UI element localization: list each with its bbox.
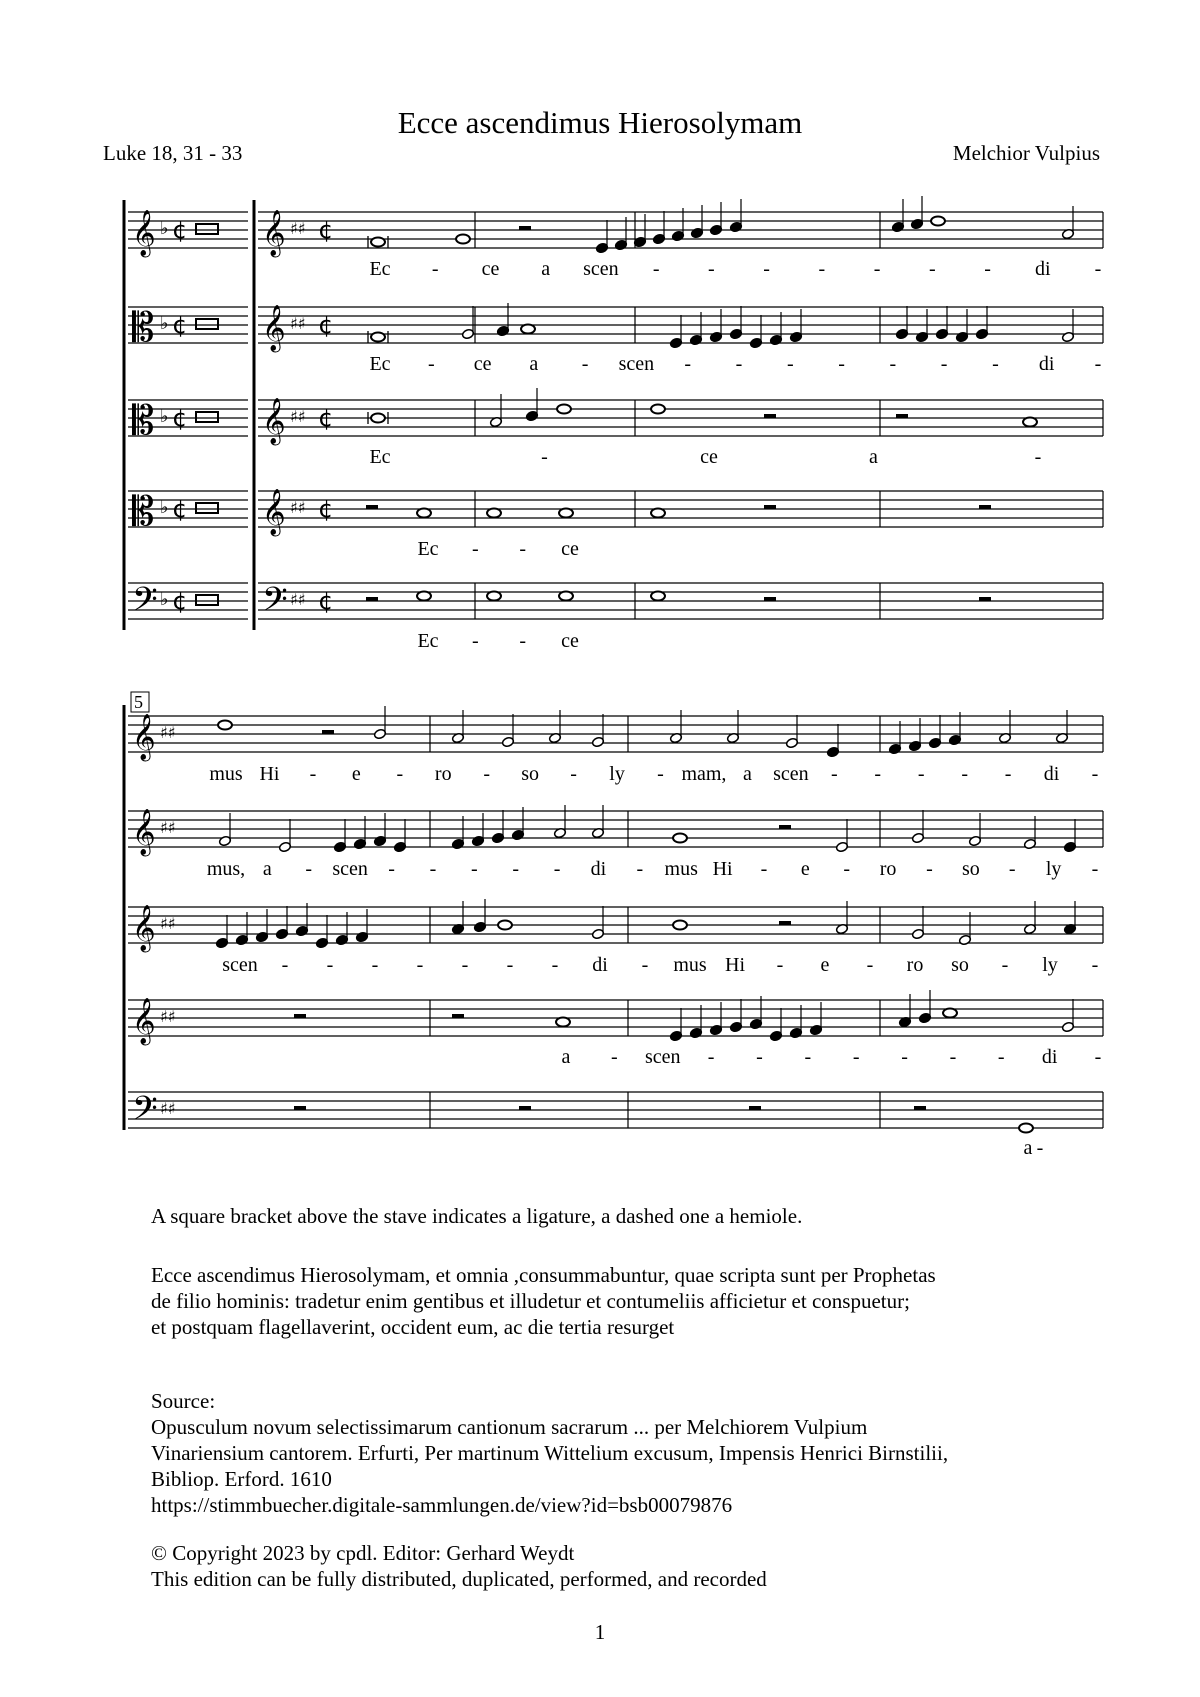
scripture-reference: Luke 18, 31 - 33 [103,141,243,165]
lyric-syllable: a [561,1046,571,1068]
clef-icon: 𝄞 [262,489,286,535]
rest [452,1014,464,1018]
source-line: Opusculum novum selectissimarum cantionum sacrarum ... per Melchiorem Vulpium [151,1415,868,1439]
rest [764,414,776,418]
lyric-syllable: - [641,954,649,976]
lyric-syllable: - [1004,763,1012,785]
lyric-syllable: - [818,258,826,280]
flat-icon: ♭ [160,497,169,518]
lyric-syllable: - [961,763,968,785]
rest [764,505,776,509]
lyric-syllable: - [760,858,768,880]
lyric-syllable: - [388,858,395,880]
breve-note [371,414,385,423]
lyric-syllable: - [1034,446,1042,468]
lyric-syllable: - [838,353,845,375]
lyric-syllable: - [707,1046,715,1068]
lyric-syllable: Hi [712,858,733,880]
cut-time-icon: ¢ [318,495,334,523]
lyric-syllable: scen [618,353,655,375]
lyric-syllable: mus, [206,858,246,880]
clef-icon: 𝄞 [132,714,156,760]
source-line: Bibliop. Erford. 1610 [151,1467,332,1491]
rest [764,597,776,601]
lyric-syllable: - [461,954,469,976]
latin-text [151,1262,936,1340]
lyric-syllable: - [1094,258,1102,280]
cut-time-icon: ¢ [318,587,334,615]
lyric-syllable: - [1091,954,1099,976]
lyric-syllable: - [776,954,784,976]
lyric-syllable: - [309,763,317,785]
latin-line: et postquam flagellaverint, occident eum, ac die tertia resurget [151,1315,675,1339]
lyric-syllable: - [512,858,520,880]
lyric-syllable: ly [1045,858,1062,880]
copyright-line: This edition can be fully distributed, duplicated, performed, and recorded [151,1567,767,1591]
flat-icon: ♭ [160,218,169,239]
lyric-syllable: - [281,954,289,976]
incipit-breve [196,595,218,605]
cut-time-icon: ¢ [172,311,188,339]
rest [779,921,791,925]
lyric-syllable: - [581,353,589,375]
rest [896,414,908,418]
lyric-syllable: scen [644,1046,681,1068]
lyric-syllable: - [551,954,559,976]
lyric-syllable: - [804,1046,812,1068]
lyric-syllable: - [874,763,882,785]
lyric-syllable: - [519,538,527,560]
whole-note [559,509,573,518]
whole-note [417,592,431,601]
lyric-syllable: so [961,858,980,880]
lyric-syllable: ce [481,258,500,280]
lyric-syllable: - [611,1046,618,1068]
sharp-icon: ♯♯ [160,1099,176,1118]
lyric-syllable: di [1038,353,1055,375]
source-line: Source: [151,1389,216,1413]
lyric-syllable: e [351,763,361,785]
whole-note [218,721,232,730]
lyric-syllable: scen [583,258,619,280]
lyric-syllable: ro [906,954,924,976]
lyric-syllable: mus [664,858,698,880]
clef-icon: 𝄞 [132,998,156,1044]
score-system-2 [124,692,1103,1159]
flat-icon: ♭ [160,589,169,610]
lyric-syllable: - [470,858,478,880]
whole-note [931,217,945,226]
lyric-syllable: - [735,353,743,375]
lyric-syllable: - [852,1046,860,1068]
latin-line: de filio hominis: tradetur enim gentibus et illudetur et contumeliis afficietur et conspuetur; [151,1289,910,1313]
rest [779,825,791,829]
lyric-syllable: - [1008,858,1016,880]
lyric-syllable: - [326,954,334,976]
whole-note [1019,1124,1033,1133]
rest [366,505,378,509]
lyric-syllable: scen [332,858,368,880]
lyric-syllable: - [431,258,439,280]
flat-icon: ♭ [160,406,169,427]
lyric-syllable: - [1094,1046,1102,1068]
lyric-syllable: ce [700,446,718,468]
whole-note [1023,418,1037,427]
lyric-syllable: a [869,446,878,468]
lyric-syllable: e [800,858,810,880]
lyric-syllable: scen [222,954,258,976]
breve-note [371,333,385,342]
cut-time-icon: ¢ [172,495,188,523]
breve-note [371,238,385,247]
lyric-syllable: so [521,763,540,785]
lyric-syllable: Ec [369,258,391,280]
lyric-syllable: a [742,763,752,785]
lyric-syllable: di [590,858,607,880]
lyric-syllable: - [889,353,897,375]
lyric-syllable: a [1023,1137,1033,1159]
whole-note [651,509,665,518]
lyric-syllable: ce [561,538,579,560]
lyric-syllable: ro [879,858,897,880]
rest [519,226,531,230]
lyric-syllable: - [992,353,999,375]
whole-note [456,235,470,244]
lyric-syllable: ce [473,353,492,375]
clef-icon: 𝄞 [262,210,286,256]
lyric-syllable: - [756,1046,763,1068]
lyric-syllable: - [396,763,404,785]
clef-icon: 𝄡 [132,489,155,535]
lyric-syllable: - [684,353,692,375]
whole-note [943,1009,957,1018]
clef-icon: 𝄢 [132,581,158,627]
sharp-icon: ♯♯ [290,590,306,609]
whole-note [556,1018,570,1027]
copyright-line: © Copyright 2023 by cpdl. Editor: Gerhard Weydt [151,1541,575,1565]
lyric-syllable: - [471,630,479,652]
lyric-syllable: a [541,258,551,280]
lyric-syllable: a [262,858,272,880]
clef-icon: 𝄞 [132,905,156,951]
cut-time-icon: ¢ [172,216,188,244]
lyric-syllable: - [652,258,660,280]
rest [294,1014,306,1018]
cut-time-icon: ¢ [318,311,334,339]
rest [322,730,334,734]
lyric-syllable: Hi [259,763,280,785]
lyric-syllable: - [636,858,644,880]
sharp-icon: ♯♯ [160,1007,176,1026]
whole-note [673,921,687,930]
latin-line: Ecce ascendimus Hierosolymam, et omnia ,consummabuntur, quae scripta sunt per Prophetas [151,1263,936,1287]
rest [749,1106,761,1110]
incipit-breve [196,224,218,234]
copyright-block [151,1540,767,1592]
incipit-breve [196,412,218,422]
lyric-syllable: - [1091,763,1099,785]
whole-note [651,405,665,414]
lyric-syllable: - [940,353,948,375]
whole-note [559,592,573,601]
lyric-syllable: di [592,954,608,976]
page-title: Ecce ascendimus Hierosolymam [397,105,803,140]
lyric-syllable: - [483,763,491,785]
lyric-syllable: di [1034,258,1051,280]
lyric-syllable: - [1091,858,1099,880]
lyric-syllable: ce [561,630,579,652]
lyric-syllable: - [786,353,794,375]
lyric-syllable: - [471,538,479,560]
sharp-icon: ♯♯ [290,219,306,238]
lyric-syllable: Ec [369,446,391,468]
clef-icon: 𝄢 [132,1090,158,1136]
cut-time-icon: ¢ [172,587,188,615]
rest [519,1106,531,1110]
lyric-syllable: - [427,353,435,375]
ligature-note: A square bracket above the stave indicates a ligature, a dashed one a hemiole. [151,1204,803,1228]
lyric-syllable: - [901,1046,908,1068]
incipit-breve [196,319,218,329]
lyric-syllable: - [416,954,424,976]
clef-icon: 𝄞 [132,210,156,256]
sharp-icon: ♯♯ [160,914,176,933]
flat-icon: ♭ [160,313,169,334]
measure-number: 5 [134,692,143,712]
whole-note [557,405,571,414]
cut-time-icon: ¢ [318,404,334,432]
lyric-syllable: ly [1042,954,1058,976]
lyric-syllable: - [830,763,838,785]
rest [979,505,991,509]
sharp-icon: ♯♯ [290,314,306,333]
lyric-syllable: - [984,258,991,280]
clef-icon: 𝄞 [262,305,286,351]
lyric-syllable: di [1041,1046,1058,1068]
lyric-syllable: - [866,954,874,976]
clef-icon: 𝄞 [132,809,156,855]
lyric-syllable: - [553,858,561,880]
sharp-icon: ♯♯ [160,818,176,837]
lyric-syllable: - [926,858,933,880]
lyric-syllable: so [951,954,969,976]
lyric-syllable: a [529,353,539,375]
lyric-syllable: - [708,258,715,280]
rest [366,597,378,601]
clef-icon: 𝄢 [262,581,288,627]
lyric-syllable: ly [609,763,625,785]
lyric-syllable: mam, [681,763,727,785]
whole-note [417,509,431,518]
lyric-syllable: Ec [369,353,391,375]
lyric-syllable: - [506,954,514,976]
whole-note [498,921,512,930]
clef-icon: 𝄞 [262,398,286,444]
lyric-syllable: - [843,858,851,880]
lyric-syllable: - [657,763,664,785]
lyric-syllable: - [1094,353,1102,375]
lyric-syllable: e [820,954,830,976]
incipit-breve [196,503,218,513]
cut-time-icon: ¢ [318,216,334,244]
lyric-syllable: Ec [417,538,439,560]
lyric-syllable: - [429,858,437,880]
clef-icon: 𝄡 [132,305,155,351]
lyric-syllable: - [519,630,527,652]
clef-icon: 𝄡 [132,398,155,444]
whole-note [673,834,687,843]
lyric-syllable: mus [673,954,707,976]
whole-note [487,592,501,601]
whole-note [521,325,535,334]
rest [979,597,991,601]
lyric-syllable: - [1001,954,1009,976]
lyric-syllable: scen [773,763,809,785]
source-line: Vinariensium cantorem. Erfurti, Per martinum Wittelium excusum, Impensis Henrici Birnstilii, [151,1441,949,1465]
sharp-icon: ♯♯ [290,498,306,517]
lyric-syllable: Ec [417,630,439,652]
cut-time-icon: ¢ [172,404,188,432]
source-block [151,1388,948,1518]
source-line: https://stimmbuecher.digitale-sammlungen.de/view?id=bsb00079876 [151,1493,733,1517]
lyric-syllable: Hi [725,954,745,976]
lyric-syllable: - [917,763,925,785]
lyric-syllable: - [1036,1137,1044,1159]
whole-note [651,592,665,601]
lyric-syllable: - [371,954,379,976]
composer-name: Melchior Vulpius [952,141,1100,165]
lyric-syllable: ro [434,763,452,785]
page-number: 1 [594,1620,606,1644]
rest [294,1106,306,1110]
score-system-1 [124,196,1103,652]
lyric-syllable: - [763,258,770,280]
lyric-syllable: - [305,858,313,880]
rest [914,1106,926,1110]
lyric-syllable: - [928,258,936,280]
sharp-icon: ♯♯ [160,723,176,742]
lyric-syllable: mus [209,763,243,785]
lyric-syllable: - [997,1046,1005,1068]
lyric-syllable: - [541,446,548,468]
lyric-syllable: - [873,258,881,280]
sharp-icon: ♯♯ [290,407,306,426]
lyric-syllable: - [949,1046,957,1068]
lyric-syllable: di [1043,763,1060,785]
lyric-syllable: - [570,763,577,785]
whole-note [487,509,501,518]
